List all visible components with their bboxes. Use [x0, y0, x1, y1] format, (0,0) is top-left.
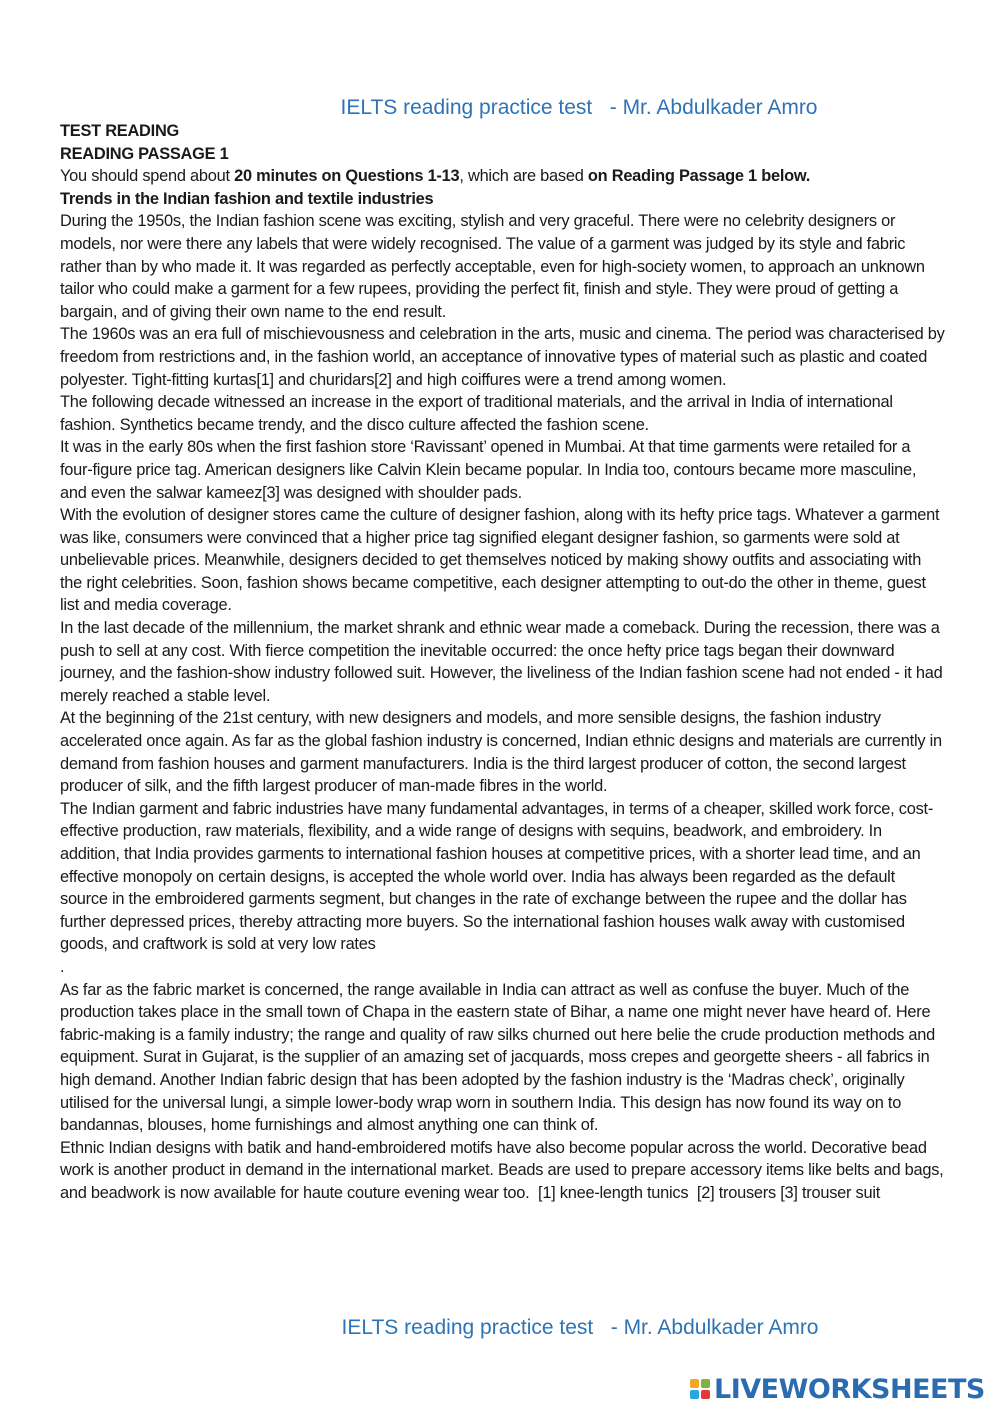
paragraph-1960s: The 1960s was an era full of mischievousness and celebration in the arts, music and cinema. The period was characterised by freedom from restrictions and, in the fashion world, an acceptance of innovative types of material such as plastic and coated polyester. Tight-fitting kurtas[1] and churidars[2] and high coiffures were a trend among women. [60, 325, 945, 389]
paragraph-ethnic-designs [60, 1137, 945, 1205]
test-heading: TEST READING [60, 122, 180, 140]
page-header-title: IELTS reading practice test - Mr. Abdulkader Amro [340, 96, 818, 119]
page-footer-title: IELTS reading practice test - Mr. Abdulkader Amro [341, 1316, 819, 1339]
instructions [60, 165, 945, 188]
logo-square [701, 1379, 710, 1388]
paragraph-stray-period: . [60, 957, 65, 976]
logo-square [690, 1390, 699, 1399]
ethnic-designs-text: Ethnic Indian designs with batik and hand-embroidered motifs have also become popular across the world. Decorative bead work is another product in demand in the international market. Beads are used to prepare accessory items like belts and bags, and beadwork is now available for haute couture evening wear too. [60, 1138, 944, 1202]
instructions-reference: on Reading Passage 1 below. [587, 167, 811, 186]
logo-square [701, 1390, 710, 1399]
logo-square [690, 1379, 699, 1388]
paragraph-1970s: The following decade witnessed an increase in the export of traditional materials, and the arrival in India of international fashion. Synthetics became trendy, and the disco culture affected the fashion scene. [60, 393, 893, 434]
paragraph-1950s: During the 1950s, the Indian fashion scene was exciting, stylish and very graceful. There were no celebrity designers or models, nor were there any labels that were widely recognised. The value of a garment was judged by its style and fabric rather than by who made it. It was regarded as perfectly acceptable, even for high-society women, to approach an unknown tailor who could make a garment for a few rupees, providing the perfect fit, finish and style. They were proud of getting a bargain, and of giving their own name to the end result. [60, 212, 925, 321]
liveworksheets-logo-icon [690, 1379, 710, 1399]
paragraph-fabric-market: As far as the fabric market is concerned, the range available in India can attract as well as confuse the buyer. Much of the production takes place in the small town of Chapa in the eastern state of Bihar, a name one might never have heard of. Here fabric-making is a family industry; the range and quality of raw silks churned out here belie the crude production methods and equipment. Surat in Gujarat, is the supplier of an amazing set of jacquards, moss crepes and georgette sheers - all fabrics in high demand. Another Indian fabric design that has been adopted by the fashion industry is the ‘Madras check’, originally utilised for the universal lungi, a simple lower-body wrap worn in southern India. This design has now found its way on to bandannas, blouses, home furnishings and almost anything one can think of. [60, 980, 936, 1135]
reading-passage [60, 120, 945, 1205]
paragraph-designer-stores: With the evolution of designer stores came the culture of designer fashion, along with its hefty price tags. Whatever a garment was like, consumers were convinced that a higher price tag signified elegant designer fashion, so garments were sold at unbelievable prices. Meanwhile, designers decided to get themselves noticed by making showy outfits and associating with the right celebrities. Soon, fashion shows became competitive, each designer attempting to out-do the other in theme, guest list and media coverage. [60, 506, 940, 615]
paragraph-advantages: The Indian garment and fabric industries have many fundamental advantages, in terms of a cheaper, skilled work force, cost-effective production, raw materials, flexibility, and a wide range of designs with sequins, beadwork, and embroidery. In addition, that India provides garments to international fashion houses at competitive prices, with a shorter lead time, and an effective monopoly on certain designs, is accepted the whole world over. India has always been regarded as the default source in the embroidered garments segment, but changes in the rate of exchange between the rupee and the dollar has further depressed prices, thereby attracting more buyers. So the international fashion houses walk away with customised goods, and craftwork is sold at very low rates [60, 799, 934, 954]
paragraph-21st-century: At the beginning of the 21st century, with new designers and models, and more sensible designs, the fashion industry accelerated once again. As far as the global fashion industry is concerned, Indian ethnic designs and materials are currently in demand from fashion houses and garment manufacturers. India is the third largest producer of cotton, the second largest producer of silk, and the fifth largest producer of man-made fibres in the world. [60, 709, 942, 796]
passage-title: Trends in the Indian fashion and textile industries [60, 189, 434, 208]
instructions-text-2: , which are based [459, 167, 588, 186]
footnotes: [1] knee-length tunics [2] trousers [3] trouser suit [529, 1183, 881, 1202]
instructions-time: 20 minutes on Questions 1-13 [234, 167, 460, 186]
liveworksheets-logo [690, 1372, 985, 1406]
paragraph-1990s: In the last decade of the millennium, the market shrank and ethnic wear made a comeback. During the recession, there was a push to sell at any cost. With fierce competition the inevitable occurred: the once hefty price tags began their downward journey, and the fashion-show industry followed suit. However, the liveliness of the Indian fashion scene had not ended - it had merely reached a stable level. [60, 619, 943, 705]
paragraph-1980s: It was in the early 80s when the first fashion store ‘Ravissant’ opened in Mumbai. At that time garments were retailed for a four-figure price tag. American designers like Calvin Klein became popular. In India too, contours became more masculine, and even the salwar kameez[3] was designed with shoulder pads. [60, 438, 917, 502]
instructions-text-1: You should spend about [60, 167, 235, 186]
liveworksheets-logo-text: LIVEWORKSHEETS [714, 1373, 985, 1405]
passage-heading: READING PASSAGE 1 [60, 144, 229, 163]
